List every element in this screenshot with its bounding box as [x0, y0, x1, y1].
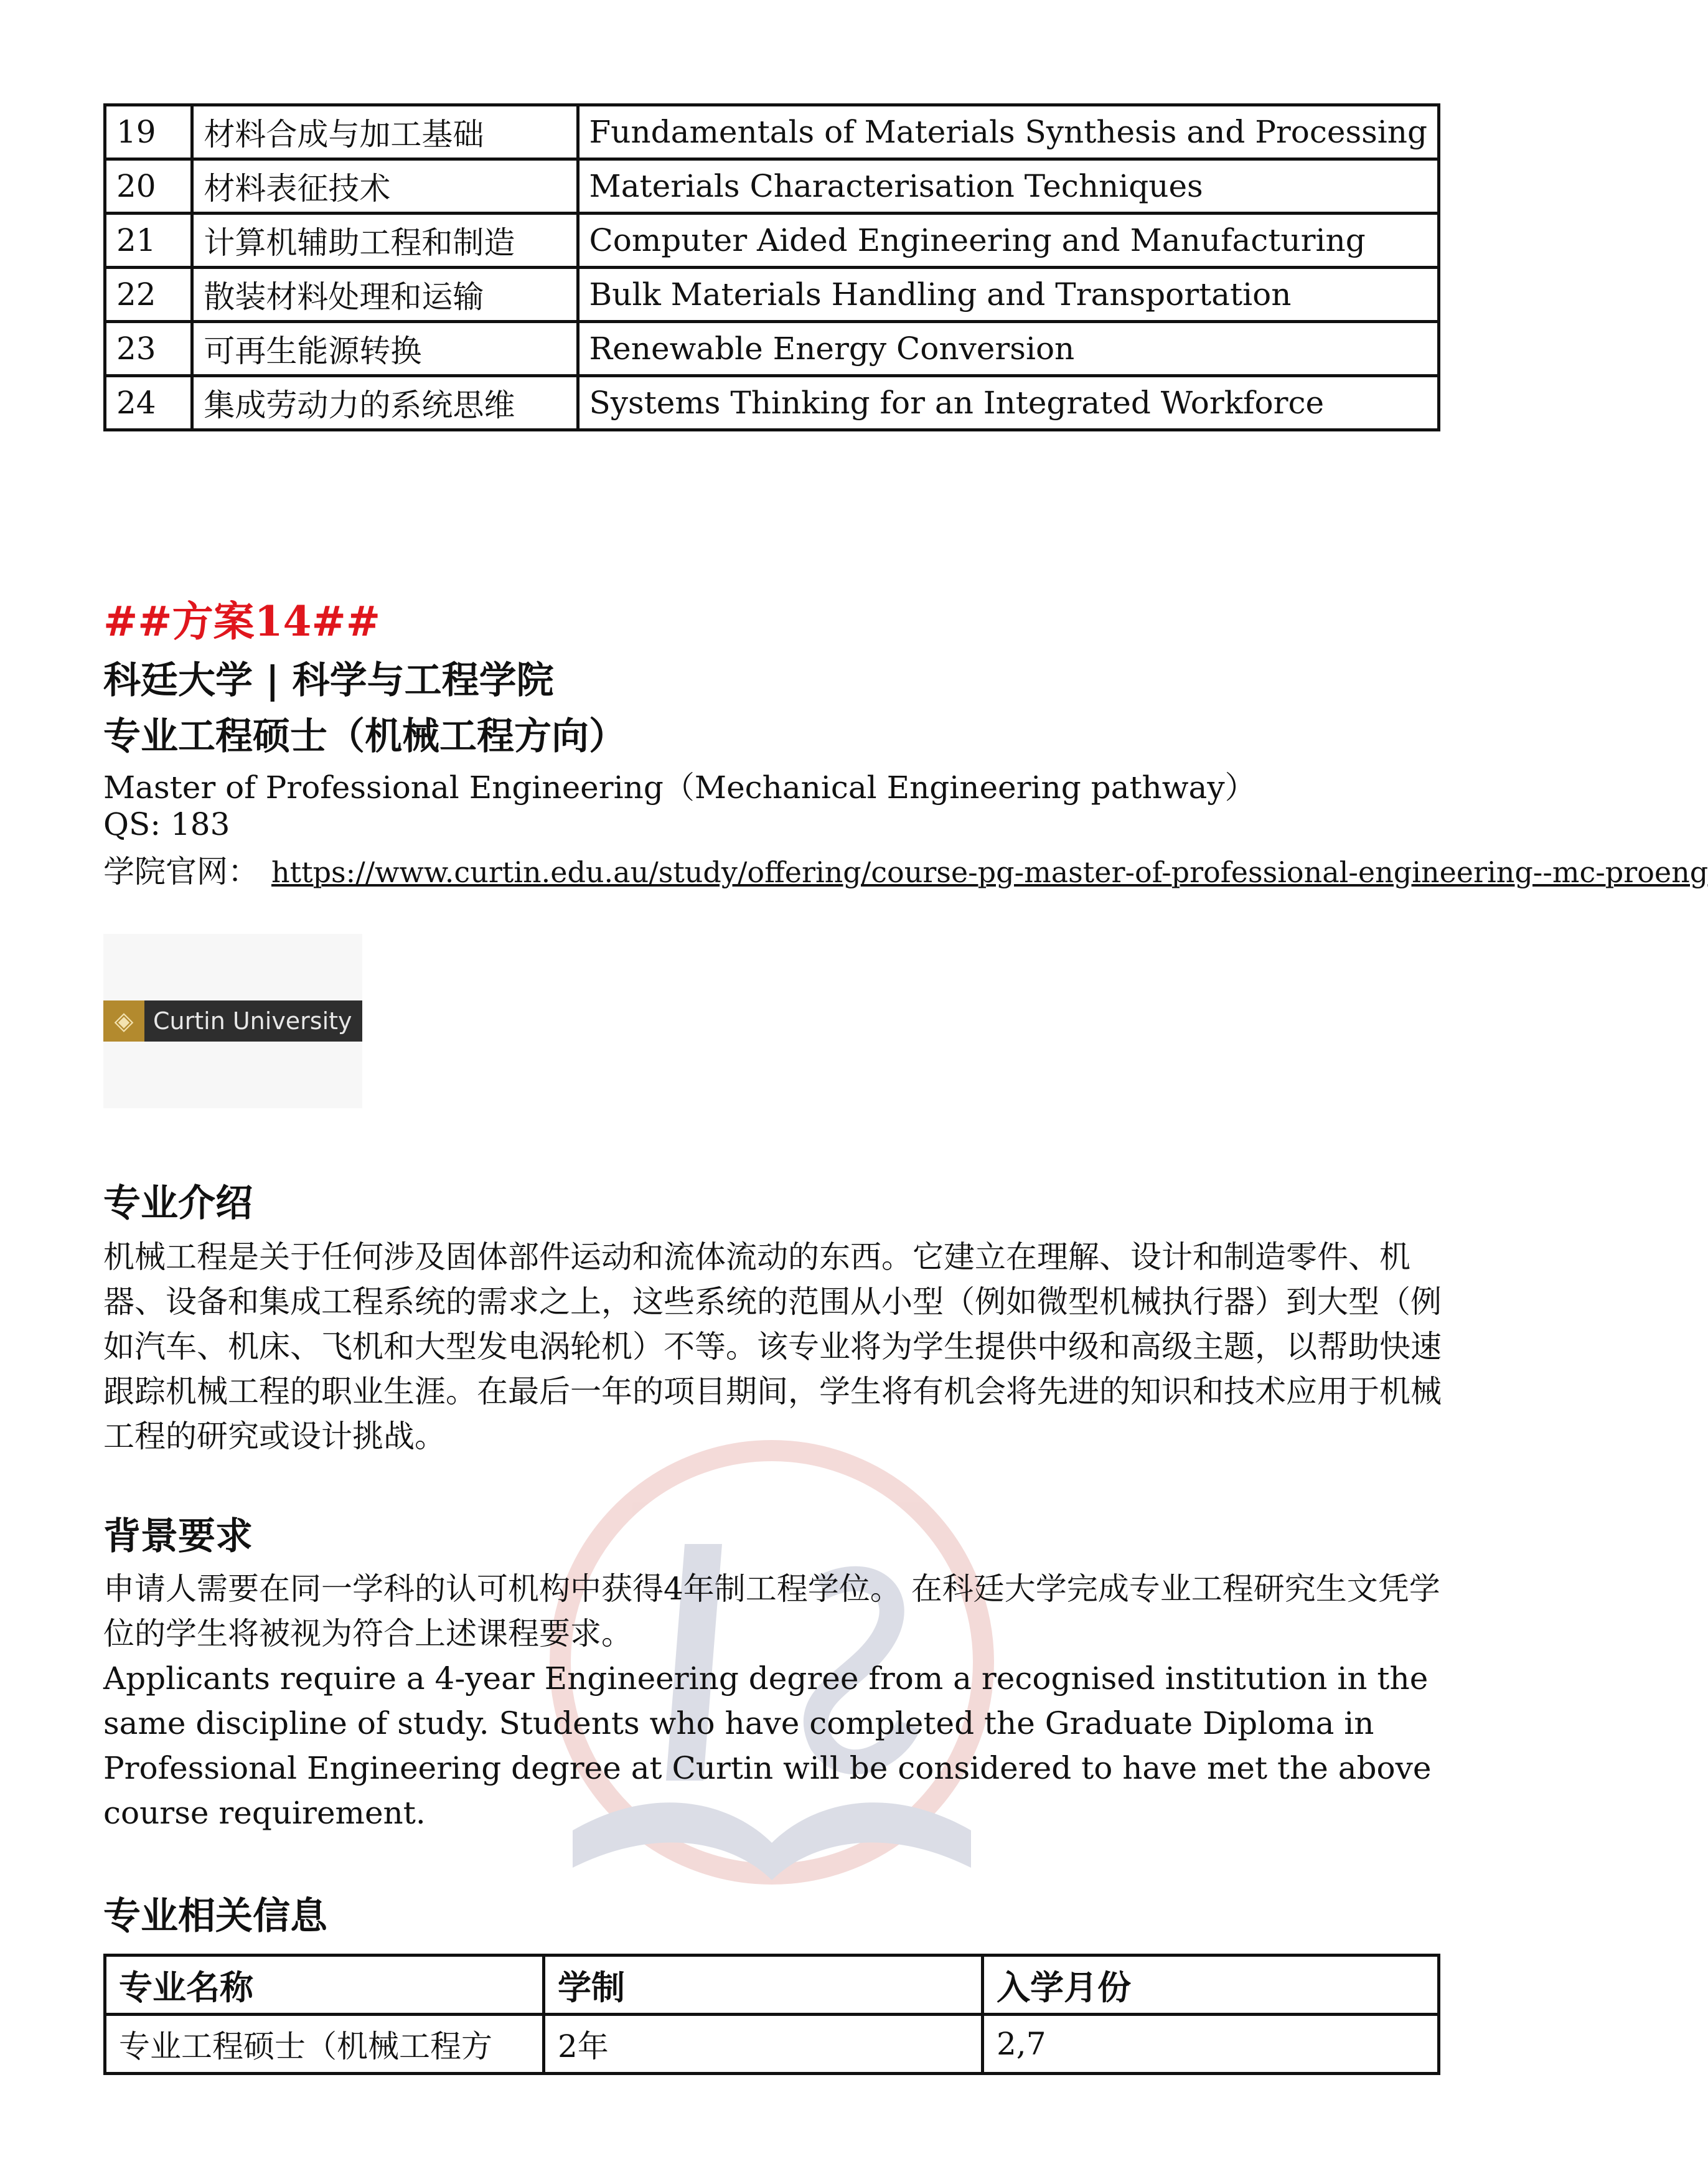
university-logo — [103, 1000, 362, 1042]
course-number: 20 — [105, 159, 192, 214]
column-header: 入学月份 — [983, 1956, 1439, 2015]
course-name-en: Renewable Energy Conversion — [578, 322, 1438, 376]
program-name-cell: 专业工程硕士（机械工程方 — [105, 2015, 544, 2074]
course-name-en: Fundamentals of Materials Synthesis and Processing — [578, 105, 1438, 159]
table-row — [105, 159, 1439, 214]
intro-heading: 专业介绍 — [103, 1182, 253, 1225]
intro-section — [103, 1174, 1442, 1459]
duration-cell: 2年 — [544, 2015, 983, 2074]
table-row — [105, 2015, 1439, 2074]
course-name-en: Materials Characterisation Techniques — [578, 159, 1438, 214]
shield-icon: ◈ — [103, 1000, 144, 1042]
info-heading: 专业相关信息 — [103, 1895, 327, 1938]
course-name-zh: 散装材料处理和运输 — [192, 268, 578, 322]
course-name-zh: 材料表征技术 — [192, 159, 578, 214]
course-name-en: Bulk Materials Handling and Transportation — [578, 268, 1438, 322]
background-text-zh: 申请人需要在同一学科的认可机构中获得4年制工程学位。 在科廷大学完成专业工程研究生文凭学位的学生将被视为符合上述课程要求。 — [103, 1571, 1440, 1652]
table-header-row — [105, 1956, 1439, 2015]
course-name-zh: 集成劳动力的系统思维 — [192, 376, 578, 430]
program-title-zh: 专业工程硕士（机械工程方向） — [103, 715, 626, 758]
background-heading: 背景要求 — [103, 1515, 253, 1558]
qs-ranking: QS: 183 — [103, 806, 230, 842]
course-name-zh: 可再生能源转换 — [192, 322, 578, 376]
info-section — [103, 1886, 1442, 1940]
plan-label: ##方案14## — [103, 597, 381, 646]
course-table — [103, 103, 1440, 431]
course-number: 19 — [105, 105, 192, 159]
table-row — [105, 268, 1439, 322]
program-info-table — [103, 1954, 1440, 2075]
table-row — [105, 105, 1439, 159]
background-section — [103, 1507, 1442, 1835]
course-name-en: Computer Aided Engineering and Manufacturing — [578, 214, 1438, 268]
intro-text: 机械工程是关于任何涉及固体部件运动和流体流动的东西。它建立在理解、设计和制造零件、机器、设备和集成工程系统的需求之上，这些系统的范围从小型（例如微型机械执行器）到大型（例如汽车、机床、飞机和大型发电涡轮机）不等。该专业将为学生提供中级和高级主题，以帮助快速跟踪机械工程的职业生涯。在最后一年的项目期间，学生将有机会将先进的知识和技术应用于机械工程的研究或设计挑战。 — [103, 1239, 1442, 1454]
column-header: 专业名称 — [105, 1956, 544, 2015]
background-text-en: Applicants require a 4-year Engineering degree from a recognised institution in the same discipline of study. Students who have completed the Graduate Diploma in Professional Engineering degree at Curtin will be considered to have met the above course requirement. — [103, 1660, 1432, 1831]
column-header: 学制 — [544, 1956, 983, 2015]
course-number: 21 — [105, 214, 192, 268]
course-number: 23 — [105, 322, 192, 376]
course-name-en: Systems Thinking for an Integrated Workforce — [578, 376, 1438, 430]
website-link[interactable]: https://www.curtin.edu.au/study/offering/course-pg-master-of-professional-engineering--mc-proeng — [271, 855, 1708, 889]
course-number: 24 — [105, 376, 192, 430]
course-name-zh: 材料合成与加工基础 — [192, 105, 578, 159]
course-name-zh: 计算机辅助工程和制造 — [192, 214, 578, 268]
school-name: 科廷大学 | 科学与工程学院 — [103, 659, 554, 702]
course-number: 22 — [105, 268, 192, 322]
website-row — [103, 847, 1708, 892]
program-title-en: Master of Professional Engineering（Mechanical Engineering pathway） — [103, 770, 1256, 806]
intake-months-cell: 2,7 — [983, 2015, 1439, 2074]
website-label: 学院官网： — [103, 854, 259, 890]
table-row — [105, 322, 1439, 376]
table-row — [105, 376, 1439, 430]
table-row — [105, 214, 1439, 268]
logo-text: Curtin University — [153, 1007, 352, 1035]
university-logo-area — [103, 934, 362, 1108]
